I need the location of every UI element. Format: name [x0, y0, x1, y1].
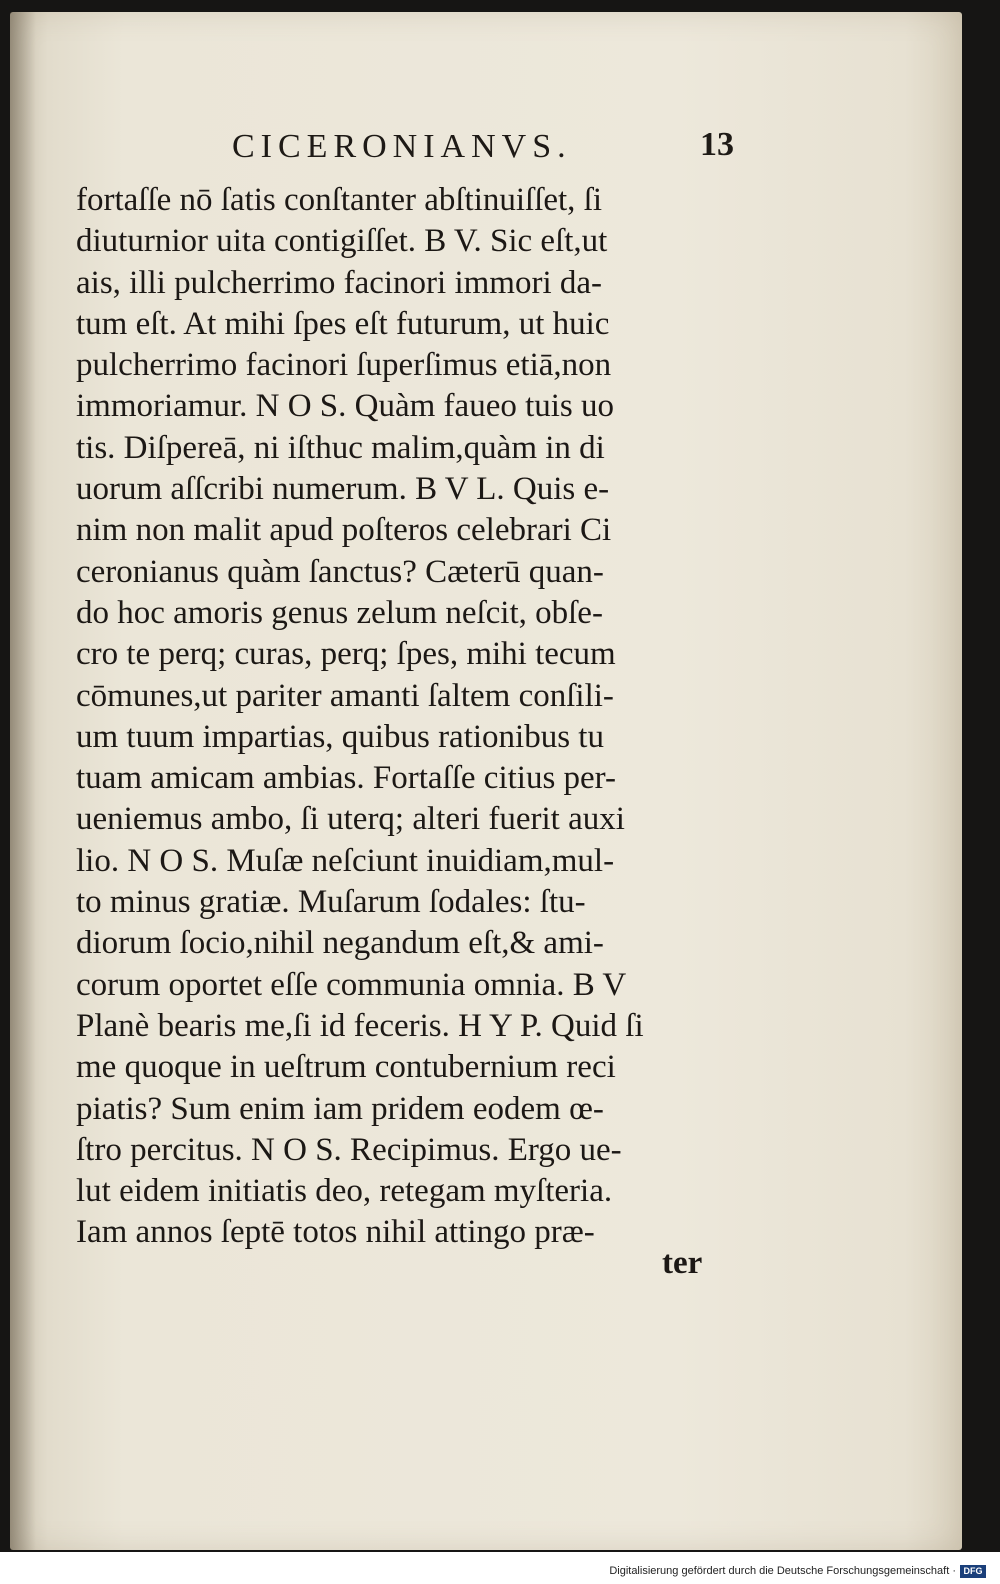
text-line: ſtro percitus. N O S. Recipimus. Ergo ue-	[76, 1131, 622, 1168]
text-line: tuam amicam ambias. Fortaſſe citius per-	[76, 760, 617, 797]
text-line: piatis? Sum enim iam pridem eodem œ-	[76, 1090, 604, 1127]
text-line: diuturnior uita contigiſſet. B V. Sic eſt,ut	[76, 223, 608, 260]
text-line: fortaſſe nō ſatis conſtanter abſtinuiſſet, ſi	[76, 182, 603, 218]
text-line: ceronianus quàm ſanctus? Cæterū quan-	[76, 553, 604, 590]
text-line: do hoc amoris genus zelum neſcit, obſe-	[76, 594, 603, 631]
text-line: uorum aſſcribi numerum. B V L. Quis e-	[76, 471, 610, 508]
text-line: ais, illi pulcherrimo facinori immori da-	[76, 264, 603, 301]
catchword: ter	[662, 1245, 703, 1281]
text-line: lio. N O S. Muſæ neſciunt inuidiam,mul-	[76, 842, 615, 879]
text-line: nim non malit apud poſteros celebrari Ci	[76, 512, 612, 549]
text-line: immoriamur. N O S. Quàm faueo tuis uo	[76, 388, 615, 425]
text-line: to minus gratiæ. Muſarum ſodales: ſtu-	[76, 884, 586, 921]
body-text	[76, 180, 726, 1254]
text-line: cōmunes,ut pariter amanti ſaltem conſili-	[76, 677, 614, 714]
running-head: CICERONIANVS.	[232, 128, 572, 165]
text-line: lut eidem initiatis deo, retegam myſteria.	[76, 1173, 613, 1210]
digitization-credit: Digitalisierung gefördert durch die Deutsche Forschungsgemeinschaft ·	[609, 1565, 956, 1577]
dfg-logo: DFG	[960, 1565, 986, 1578]
text-line: pulcherrimo facinori ſuperſimus etiā,non	[76, 347, 612, 384]
text-line: corum oportet eſſe communia omnia. B V	[76, 966, 627, 1003]
spine-shadow	[10, 12, 36, 1550]
text-line: cro te perq; curas, perq; ſpes, mihi tecum	[76, 636, 616, 673]
text-line: me quoque in ueſtrum contubernium reci	[76, 1049, 616, 1086]
text-line: diorum ſocio,nihil negandum eſt,& ami-	[76, 925, 604, 962]
text-line: tum eſt. At mihi ſpes eſt futurum, ut huic	[76, 305, 610, 342]
text-line: um tuum impartias, quibus rationibus tu	[76, 718, 604, 755]
text-line: Iam annos ſeptē totos nihil attingo præ-	[76, 1214, 595, 1251]
text-line: tis. Diſpereā, ni iſthuc malim,quàm in di	[76, 429, 605, 466]
text-line: Planè bearis me,ſi id feceris. H Y P. Quid ſi	[76, 1007, 644, 1044]
page-number: 13	[700, 126, 734, 163]
text-line: ueniemus ambo, ſi uterq; alteri fuerit auxi	[76, 801, 625, 838]
